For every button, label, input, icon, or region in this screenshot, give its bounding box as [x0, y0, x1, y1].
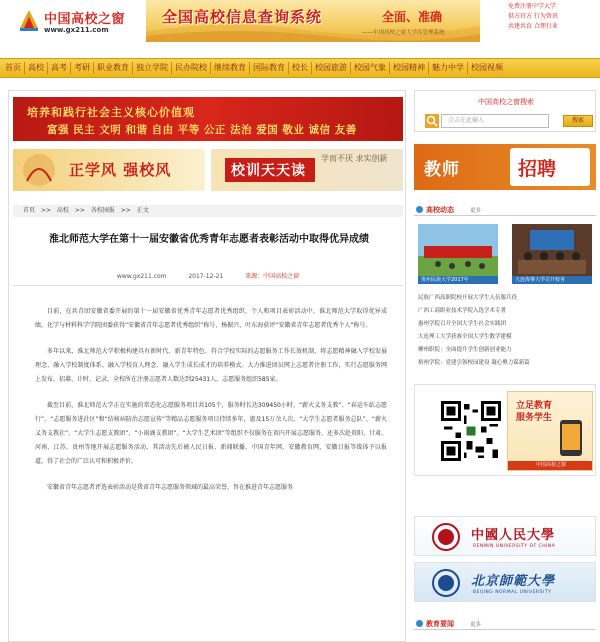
article-site: www.gx211.com [116, 273, 167, 280]
phone-icon [556, 418, 586, 458]
app-ad-line: 服务学生 [516, 413, 553, 423]
nav-item-kaoyan[interactable]: 考研 [71, 62, 94, 74]
app-ad-footer: 中国高校之窗 [508, 461, 593, 470]
study-style-decoration [19, 149, 59, 191]
breadcrumb-home[interactable]: 首页 [23, 207, 36, 214]
nav-item-private[interactable]: 民办院校 [172, 62, 211, 74]
thumbnail-caption: 贵州民族大学2017年 [418, 276, 498, 284]
app-ad-tagline [516, 400, 552, 424]
news-link[interactable]: 梧州学院：党建引领校园建设 凝心聚力谋新篇 [418, 360, 530, 366]
nav-item-universities[interactable]: 高校 [25, 62, 48, 74]
teacher-recruitment-ad[interactable] [414, 144, 596, 190]
bnu-name: 北京師範大學 [471, 574, 556, 589]
nav-item-vocational[interactable]: 职业教育 [94, 62, 133, 74]
article-column [8, 90, 406, 642]
campus-news-header [414, 204, 596, 216]
logo-mark-icon [18, 8, 40, 32]
breadcrumb-universities[interactable]: 高校 [56, 207, 69, 214]
app-promo [414, 384, 596, 476]
campus-news-thumbnails [418, 224, 596, 284]
nav-item-international[interactable]: 国际教育 [250, 62, 289, 74]
recruit-badge-text: 招聘 [518, 158, 557, 180]
app-download-ad[interactable] [507, 391, 593, 471]
nav-item-gaokao[interactable]: 高考 [48, 62, 71, 74]
motto-calligraphy: 学而不厌 求实创新 [321, 154, 388, 163]
article-paragraph: 截至目前，淮北师范大学正在实施的常态化志愿服务项目共105个，服务时长达309450小时，“薪火义务支教”、“春运车站志愿行”、“志愿服务进社区”和“结核病防治志愿宣传”等精品志愿服务项目持续多年，惠及15万余人次。“大学生志愿者服务总队”、“薪火义务支教社”、“大学生志愿支教团”、“小雨滴支教团”、“大学生艺术团”等组织不仅服务在省内开展志愿服务，还多次赴贵阳、甘肃、河南、江苏、贵州等地开展志愿服务活动，其活动先后被人民日报、新闻联播、中国青年网、安徽教育网、安徽日报等媒体予以报道，得了社会的广泛认可和积极评价。 [35, 402, 387, 465]
breadcrumb-separator: >> [74, 207, 85, 214]
university-seal-icon [431, 568, 461, 598]
nav-item-campus-travel[interactable]: 校园旅游 [312, 62, 351, 74]
top-links [508, 2, 598, 32]
site-logo[interactable] [18, 5, 138, 39]
section-bullet-icon [416, 620, 423, 627]
nav-item-middle-school[interactable]: 魅力中学 [429, 62, 468, 74]
divider [13, 285, 403, 286]
breadcrumb-separator: >> [40, 207, 51, 214]
search-button[interactable]: 搜索 [563, 115, 593, 127]
recruit-badge [510, 148, 590, 186]
edu-news-more-link[interactable]: 更多 [470, 622, 482, 628]
article-source: 来源：中国高校之窗 [245, 273, 300, 280]
nav-item-independent[interactable]: 独立学院 [133, 62, 172, 74]
banner-subtitle: ——中国高校之窗大学库管理系统 [362, 30, 445, 36]
main-nav [0, 58, 600, 78]
meeting-photo [512, 224, 592, 284]
search-icon [425, 114, 439, 128]
news-link[interactable]: 柳州职院：全面提升学生创新创业能力 [418, 347, 512, 353]
nav-item-campus-video[interactable]: 校园视频 [471, 63, 503, 72]
breadcrumb-separator: >> [120, 207, 131, 214]
article-meta [9, 271, 407, 280]
site-header [0, 0, 600, 50]
renmin-university-english: RENMIN UNIVERSITY OF CHINA [473, 544, 556, 549]
breadcrumb-campus-news[interactable]: 各校园报 [90, 207, 115, 214]
values-banner-ad[interactable] [13, 97, 403, 141]
search-title: 中国高校之窗搜索 [478, 98, 534, 106]
article-paragraph: 目前，在共青团安徽省委开展的第十一届安徽省优秀青年志愿者优秀组织、个人和项目表彰活动中，淮北师范大学取得优异成绩。化学与材料科学学院团委获得“安徽省青年志愿者优秀组织”称号，杨振兴、叶东海获评“安徽省青年志愿者优秀个人”称号。 [35, 308, 387, 329]
news-link[interactable]: 广西工商职业技术学院入选学术专著 [418, 308, 507, 314]
bnu-english: BEIJING NORMAL UNIVERSITY [473, 590, 552, 595]
renmin-university-name: 中國人民大學 [471, 528, 556, 543]
header-banner[interactable] [146, 0, 480, 42]
app-ad-line: 立足教育 [516, 401, 553, 411]
values-banner-values: 富强 民主 文明 和谐 自由 平等 公正 法治 爱国 敬业 诚信 友善 [47, 124, 357, 136]
edu-news-title: 教育要闻 [426, 620, 454, 628]
news-link[interactable]: 惠州学院召开全国大学生社会实践团 [418, 321, 507, 327]
article-paragraph: 安徽省青年志愿者评选表彰活动是我省青年志愿服务领域的最高荣誉，旨在推进青年志愿服务 [47, 484, 294, 491]
study-style-text: 正学风 强校风 [69, 161, 172, 179]
beijing-normal-university-ad[interactable] [414, 562, 596, 602]
motto-ad[interactable] [211, 149, 403, 191]
thumbnail-caption: 大连海事大学召开校务 [512, 276, 592, 284]
news-link[interactable]: 大连理工大学获赛全国大学生数学建模 [418, 334, 512, 340]
news-thumbnail[interactable] [418, 224, 498, 284]
nav-item-home[interactable]: 首页 [2, 62, 25, 74]
values-banner-headline: 培养和践行社会主义核心价值观 [27, 106, 195, 119]
news-link[interactable]: 民族广西高职院校开展大学生入伍服兵役 [418, 295, 518, 301]
logo-name: 中国高校之窗 [44, 12, 126, 27]
nav-item-campus-weather[interactable]: 校园气象 [351, 62, 390, 74]
edu-news-header [414, 618, 596, 630]
top-link[interactable]: 共建共育 合理行业 [508, 23, 558, 30]
article-body [35, 305, 387, 507]
campus-news-more-link[interactable]: 更多 [470, 208, 482, 214]
recruit-label: 教师 [424, 160, 460, 180]
breadcrumb [13, 205, 403, 217]
logo-url: www.gx211.com [44, 26, 109, 34]
renmin-university-ad[interactable] [414, 516, 596, 556]
article-date: 2017-12-21 [188, 273, 224, 280]
campus-photo [418, 224, 498, 284]
study-style-ad[interactable] [13, 149, 205, 191]
article-paragraph: 多年以来，淮北师范大学积极构建具有新时代、新青年特色、符合学校实际的志愿服务工作长效机制，将志愿精神融入学校发展理念、融入学校制度体系、融入学校育人理念、融入学生成长成才的培养模式。大力推进团员网上志愿者注册工作，实行志愿服务网上发布、招募、计时、记录，全校所在注册志愿者人数达到25431人，志愿服务组织585家。 [35, 348, 387, 383]
banner-slogan: 全面、准确 [382, 10, 443, 24]
nav-item-continuing[interactable]: 继续教育 [211, 62, 250, 74]
nav-item-presidents[interactable]: 校长 [289, 62, 312, 74]
campus-news-title: 高校动态 [426, 206, 454, 214]
university-seal-icon [431, 522, 461, 552]
motto-text: 校训天天读 [231, 163, 306, 179]
qr-code-icon [441, 401, 501, 461]
site-search [414, 90, 596, 132]
campus-news-list [418, 292, 596, 370]
nav-item-campus-spirit[interactable]: 校园精神 [390, 62, 429, 74]
search-input[interactable]: 点击在此输入 [441, 114, 549, 128]
breadcrumb-current: 正文 [136, 207, 149, 214]
section-bullet-icon [416, 206, 423, 213]
article-title: 淮北师范大学在第十一届安徽省优秀青年志愿者表彰活动中取得优异成绩 [49, 234, 369, 245]
top-link[interactable]: 供方官方 行为资讯 [508, 13, 558, 20]
news-thumbnail[interactable] [512, 224, 592, 284]
banner-title: 全国高校信息查询系统 [162, 8, 323, 26]
top-link[interactable]: 免费注册中学大学 [508, 3, 557, 10]
